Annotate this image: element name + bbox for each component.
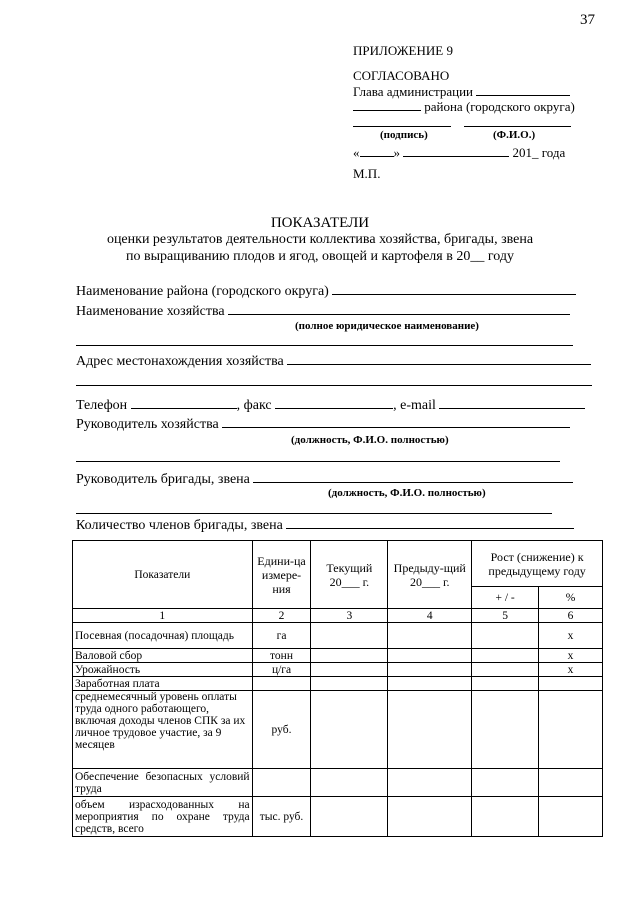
brigade-head-field-2[interactable]	[76, 513, 552, 514]
members-row	[76, 517, 574, 534]
head-label-text: Глава администрации	[353, 84, 474, 99]
district-field[interactable]	[353, 99, 421, 111]
col-number: 2	[252, 609, 311, 623]
cell-previous[interactable]	[388, 797, 472, 837]
row-unit: тыс. руб.	[252, 797, 311, 837]
row-unit	[252, 769, 311, 797]
row-unit: ц/га	[252, 663, 311, 677]
col-number: 6	[539, 609, 603, 623]
header-plus-minus: + / -	[472, 587, 539, 609]
row-name: Валовой сбор	[73, 649, 253, 663]
cell-plus-minus[interactable]	[472, 797, 539, 837]
row-unit	[252, 677, 311, 691]
table-row	[73, 623, 603, 649]
table-row	[73, 677, 603, 691]
year-text: 201_ года	[512, 145, 566, 160]
cell-percent	[539, 797, 603, 837]
day-field[interactable]	[360, 145, 394, 157]
farm-name-field[interactable]	[228, 303, 570, 315]
header-percent: %	[539, 587, 603, 609]
header-growth: Рост (снижение) к предыдущему году	[472, 541, 603, 587]
district-name-row	[76, 283, 576, 300]
date-close: »	[393, 145, 400, 160]
cell-previous[interactable]	[388, 623, 472, 649]
cell-previous[interactable]	[388, 769, 472, 797]
row-name: Заработная плата	[73, 677, 253, 691]
fax-label: , факс	[236, 398, 272, 413]
row-unit: тонн	[252, 649, 311, 663]
cell-percent	[539, 677, 603, 691]
farm-head-caption: (должность, Ф.И.О. полностью)	[291, 434, 449, 446]
cell-current[interactable]	[311, 691, 388, 769]
farm-name-caption: (полное юридическое наименование)	[295, 320, 479, 332]
col-number: 3	[311, 609, 388, 623]
cell-plus-minus[interactable]	[472, 663, 539, 677]
cell-plus-minus[interactable]	[472, 691, 539, 769]
table-row	[73, 649, 603, 663]
phone-label: Телефон	[76, 398, 128, 413]
title-line2: по выращиванию плодов и ягод, овощей и картофеля в 20__ году	[126, 249, 514, 264]
cell-previous[interactable]	[388, 649, 472, 663]
members-field[interactable]	[286, 517, 574, 529]
farm-name-label: Наименование хозяйства	[76, 304, 225, 319]
row-name: Обеспечение безопасных условий труда	[73, 769, 253, 797]
farm-name-field-2[interactable]	[76, 345, 573, 346]
email-label: , e-mail	[393, 398, 436, 413]
farm-head-field-2[interactable]	[76, 461, 560, 462]
fax-field[interactable]	[275, 397, 393, 409]
row-name: объем израсходованных на мероприятия по охране труда средств, всего	[73, 797, 253, 837]
row-name: Посевная (посадочная) площадь	[73, 623, 253, 649]
email-field[interactable]	[439, 397, 585, 409]
cell-plus-minus[interactable]	[472, 623, 539, 649]
row-unit: руб.	[252, 691, 311, 769]
cell-percent: x	[539, 649, 603, 663]
head-field[interactable]	[476, 84, 570, 96]
indicators-table	[72, 540, 603, 837]
signature-caption: (подпись)	[380, 129, 428, 141]
table-row	[73, 797, 603, 837]
col-number: 5	[472, 609, 539, 623]
page-number: 37	[580, 12, 595, 28]
district-name-label: Наименование района (городского округа)	[76, 284, 329, 299]
address-field[interactable]	[287, 353, 591, 365]
members-label: Количество членов бригады, звена	[76, 518, 283, 533]
row-unit: га	[252, 623, 311, 649]
cell-previous[interactable]	[388, 677, 472, 691]
cell-previous[interactable]	[388, 691, 472, 769]
district-label-text: района (городского округа)	[424, 99, 575, 114]
farm-head-label: Руководитель хозяйства	[76, 417, 219, 432]
date-open: «	[353, 145, 360, 160]
col-number: 4	[388, 609, 472, 623]
cell-current[interactable]	[311, 797, 388, 837]
title-line1: оценки результатов деятельности коллектива хозяйства, бригады, звена	[106, 232, 534, 247]
header-indicators: Показатели	[73, 541, 253, 609]
phone-field[interactable]	[131, 397, 237, 409]
farm-head-field[interactable]	[222, 416, 570, 428]
address-field-2[interactable]	[76, 385, 592, 386]
date-line	[353, 145, 565, 161]
cell-current[interactable]	[311, 649, 388, 663]
month-field[interactable]	[403, 145, 509, 157]
row-name: среднемесячный уровень оплаты труда одного работающего, включая доходы членов СПК за их личное трудовое участие, за 9 месяцев	[73, 691, 253, 769]
cell-current[interactable]	[311, 663, 388, 677]
cell-current[interactable]	[311, 769, 388, 797]
cell-previous[interactable]	[388, 663, 472, 677]
fio-field[interactable]	[464, 126, 571, 127]
cell-percent	[539, 691, 603, 769]
appendix-label: ПРИЛОЖЕНИЕ 9	[353, 43, 453, 58]
farm-name-row	[76, 303, 570, 320]
header-unit: Едини-ца измере-ния	[252, 541, 311, 609]
district-name-field[interactable]	[332, 283, 576, 295]
address-label: Адрес местонахождения хозяйства	[76, 354, 284, 369]
header-previous: Предыду-щий 20___ г.	[388, 541, 472, 609]
row-name: Урожайность	[73, 663, 253, 677]
cell-percent	[539, 769, 603, 797]
address-row	[76, 353, 591, 370]
signature-field[interactable]	[353, 126, 451, 127]
brigade-head-label: Руководитель бригады, звена	[76, 472, 250, 487]
seal-label: М.П.	[353, 166, 381, 181]
farm-head-row	[76, 416, 570, 433]
cell-percent: x	[539, 663, 603, 677]
brigade-head-field[interactable]	[253, 471, 573, 483]
title-main: ПОКАЗАТЕЛИ	[270, 215, 370, 231]
cell-plus-minus[interactable]	[472, 769, 539, 797]
cell-plus-minus[interactable]	[472, 677, 539, 691]
header-current: Текущий 20___ г.	[311, 541, 388, 609]
col-number: 1	[73, 609, 253, 623]
contacts-row	[76, 397, 585, 414]
table-row	[73, 769, 603, 797]
fio-caption: (Ф.И.О.)	[493, 129, 536, 141]
cell-current[interactable]	[311, 623, 388, 649]
brigade-head-row	[76, 471, 573, 488]
brigade-head-caption: (должность, Ф.И.О. полностью)	[328, 487, 486, 499]
table-row	[73, 691, 603, 769]
head-label	[353, 84, 570, 100]
agreed-label: СОГЛАСОВАНО	[353, 68, 450, 83]
cell-percent: x	[539, 623, 603, 649]
cell-plus-minus[interactable]	[472, 649, 539, 663]
district-line	[353, 99, 575, 115]
table-row	[73, 663, 603, 677]
cell-current[interactable]	[311, 677, 388, 691]
